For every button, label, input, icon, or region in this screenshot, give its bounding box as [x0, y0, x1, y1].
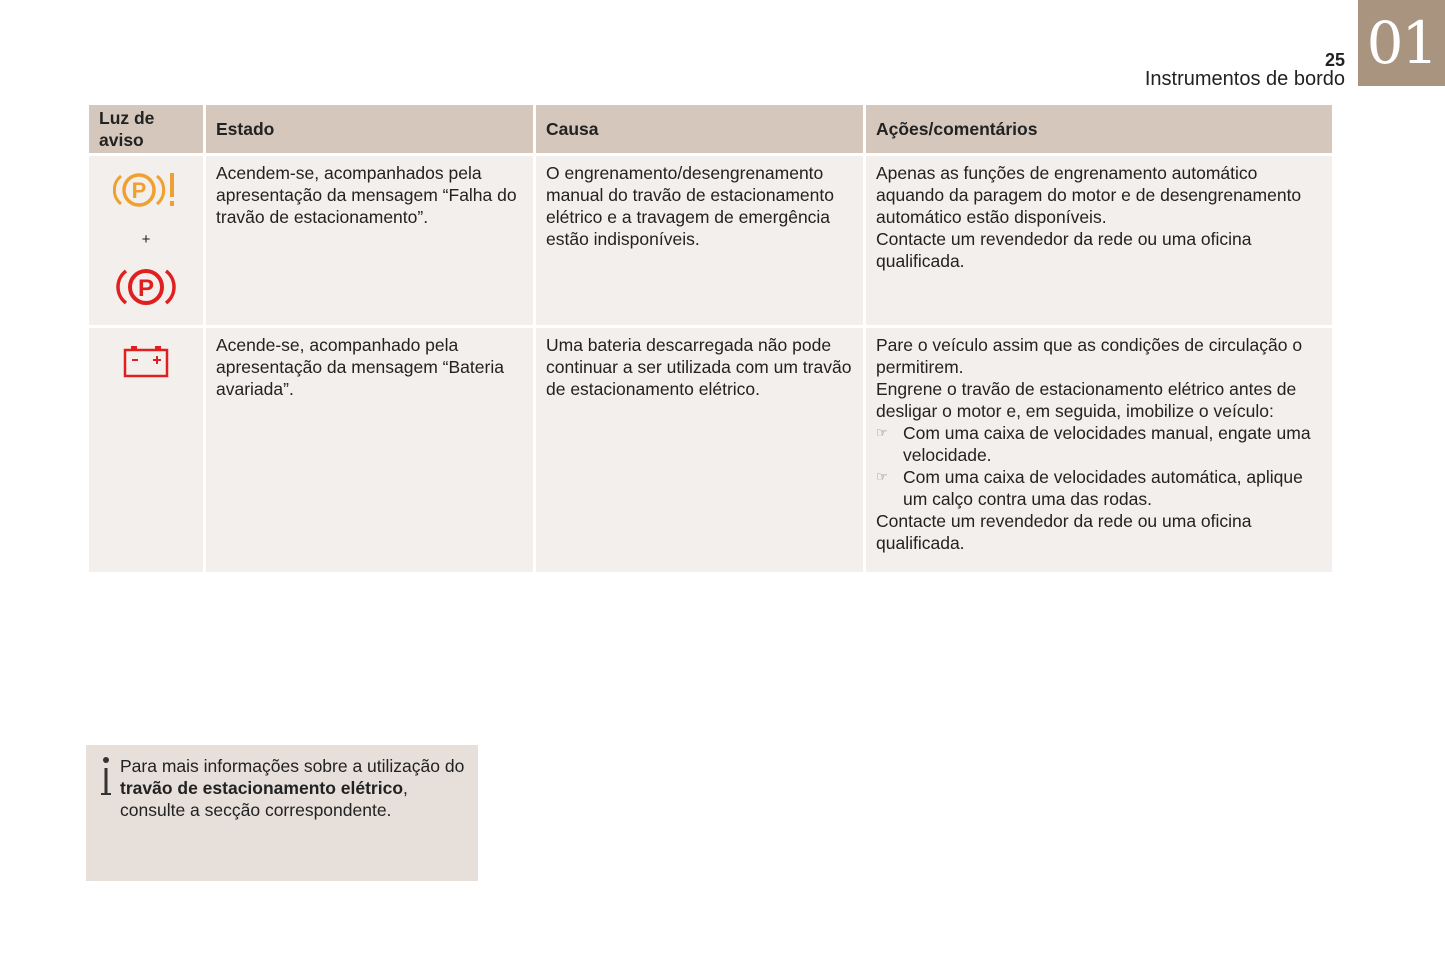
warning-lights-table	[86, 102, 1335, 575]
svg-text:P: P	[131, 178, 147, 203]
column-header-luz: Luz de aviso	[88, 104, 205, 155]
parking-brake-fault-icon	[93, 170, 199, 215]
acoes-paragraph: Pare o veículo assim que as condições de circulação o permitirem.	[876, 335, 1303, 377]
pointing-hand-icon: ☞	[876, 469, 888, 484]
list-item	[876, 422, 1322, 466]
estado-cell: Acendem-se, acompanhados pela apresentação da mensagem “Falha do travão de estacionamento”.	[205, 155, 535, 327]
acoes-cell	[865, 327, 1334, 574]
table-row	[88, 155, 1334, 327]
info-icon	[98, 753, 114, 799]
acoes-paragraph: Engrene o travão de estacionamento elétrico antes de desligar o motor e, em seguida, imobilize o veículo:	[876, 379, 1297, 421]
estado-cell: Acende-se, acompanhado pela apresentação da mensagem “Bateria avariada”.	[205, 327, 535, 574]
chapter-tab: 01	[1358, 0, 1445, 86]
acoes-paragraph: Apenas as funções de engrenamento automático aquando da paragem do motor e de desengrenamento automático estão disponíveis.	[876, 163, 1302, 227]
info-text-bold: travão de estacionamento elétrico	[120, 778, 404, 798]
table-row	[88, 327, 1334, 574]
svg-text:P: P	[137, 275, 155, 302]
page-number: 25	[1324, 50, 1345, 70]
acoes-paragraph: Contacte um revendedor da rede ou uma oficina qualificada.	[876, 511, 1252, 553]
list-item	[876, 466, 1322, 510]
causa-cell: Uma bateria descarregada não pode continuar a ser utilizada com um travão de estacionamento elétrico.	[535, 327, 865, 574]
icon-separator: +	[141, 231, 151, 248]
warning-light-cell	[88, 155, 205, 327]
pointing-hand-icon: ☞	[876, 425, 888, 440]
column-header-estado: Estado	[205, 104, 535, 155]
info-text-after: , consulte a secção correspondente.	[120, 778, 408, 820]
acoes-cell	[865, 155, 1334, 327]
table-header-row	[88, 104, 1334, 155]
column-header-acoes: Ações/comentários	[865, 104, 1334, 155]
section-title: Instrumentos de bordo	[1144, 68, 1345, 90]
causa-cell: O engrenamento/desengrenamento manual do travão de estacionamento elétrico e a travagem de emergência estão indisponíveis.	[535, 155, 865, 327]
info-box	[86, 745, 478, 881]
list-item-text: Com uma caixa de velocidades manual, engate uma velocidade.	[903, 423, 1311, 465]
parking-brake-icon	[93, 265, 199, 314]
info-text	[120, 755, 472, 821]
battery-icon	[93, 346, 199, 383]
info-text-before: Para mais informações sobre a utilização do	[120, 756, 465, 776]
warning-light-cell	[88, 327, 205, 574]
list-item-text: Com uma caixa de velocidades automática, aplique um calço contra uma das rodas.	[903, 467, 1303, 509]
column-header-causa: Causa	[535, 104, 865, 155]
acoes-paragraph: Contacte um revendedor da rede ou uma oficina qualificada.	[876, 229, 1252, 271]
